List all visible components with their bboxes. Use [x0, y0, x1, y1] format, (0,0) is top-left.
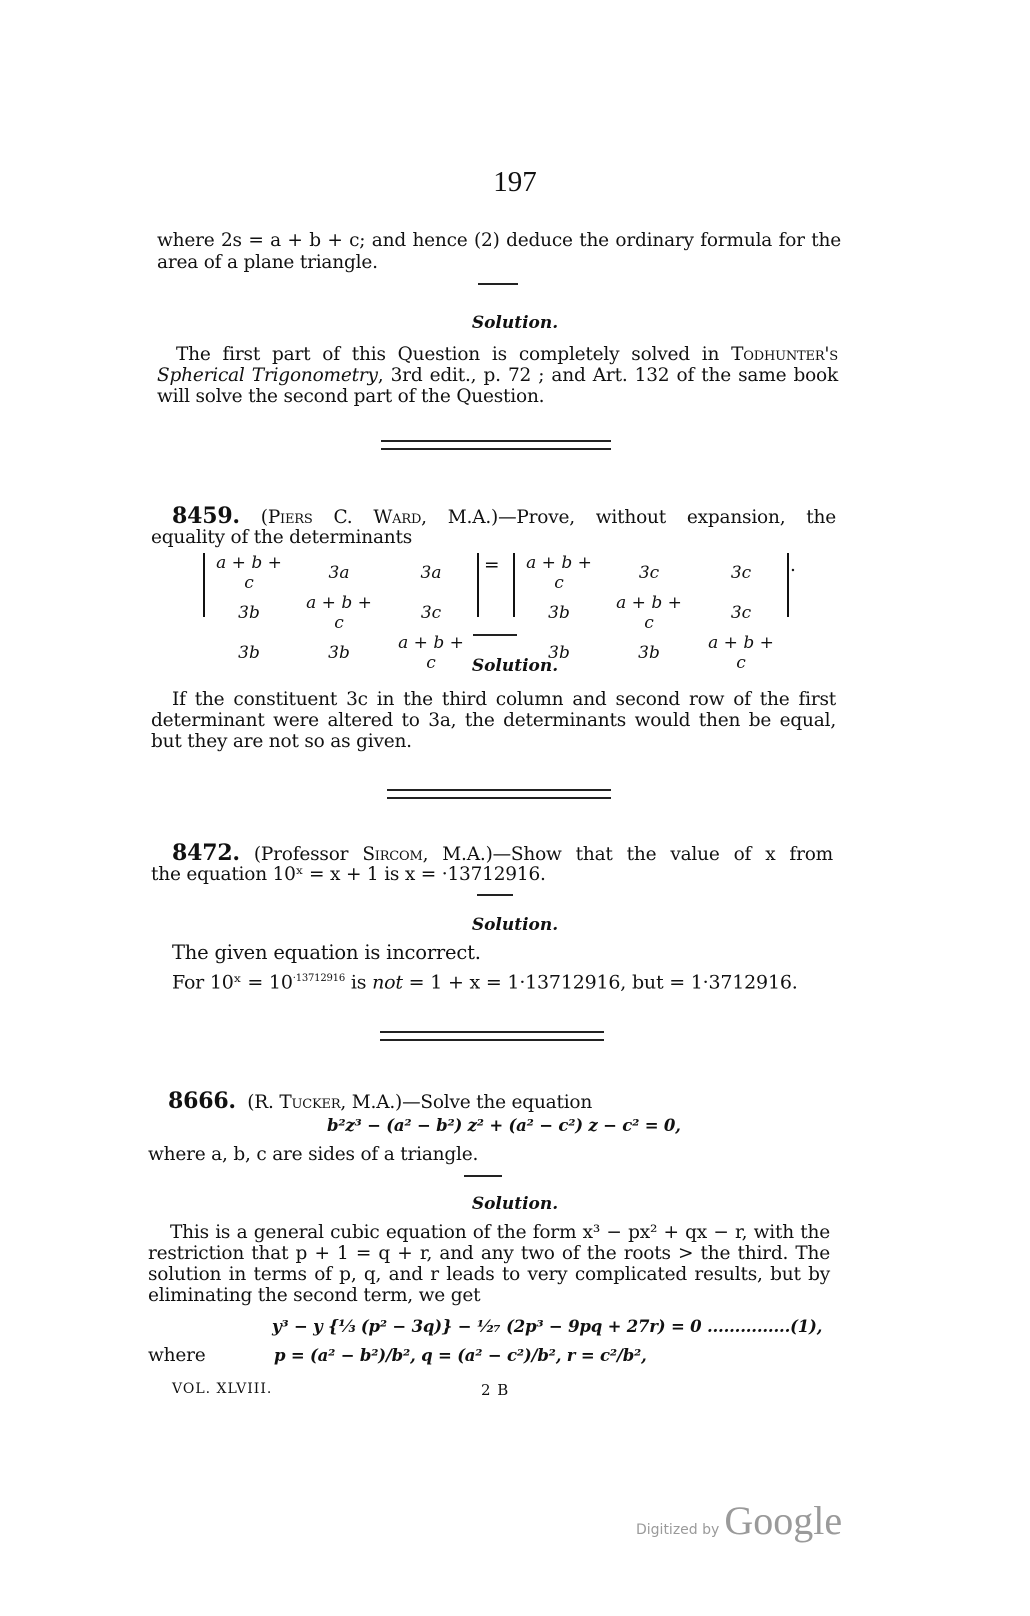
intro-line-2: area of a plane triangle.: [157, 252, 378, 273]
intro-line-1: where 2s = a + b + c; and hence (2) deduce the ordinary formula for the: [157, 230, 841, 251]
signature-mark: 2 B: [481, 1381, 510, 1399]
solution-1-line-1: [176, 344, 838, 365]
determinant-cell: 3c: [638, 563, 660, 583]
determinant-cell: 3a: [420, 563, 442, 583]
short-rule: [477, 894, 513, 896]
q8666-solution-line-1: This is a general cubic equation of the form x³ − px² + qx − r, with the: [170, 1222, 830, 1243]
q8459-solution-line-1: If the constituent 3c in the third column and second row of the first: [172, 689, 836, 710]
q8666-solution-line-2: restriction that p + 1 = q + r, and any two of the roots > the third. The: [148, 1243, 830, 1264]
author-prefix: (Professor: [253, 844, 363, 865]
where-label: where: [148, 1345, 206, 1366]
determinant-left-row: [205, 553, 477, 593]
solution-1-line-2: [157, 365, 838, 386]
q8666-solution-line-3: solution in terms of p, q, and r leads to very complicated results, but by: [148, 1264, 830, 1285]
digitized-watermark: [636, 1497, 842, 1544]
q8472-line-2: the equation 10ˣ = x + 1 is x = ·13712916.: [151, 864, 546, 885]
section-divider: [381, 440, 611, 450]
solution-heading: Solution.: [471, 1194, 559, 1214]
determinant-right: [513, 553, 789, 673]
watermark-prefix: Digitized by: [636, 1522, 720, 1538]
book-title: Spherical Trigonometry: [157, 365, 378, 386]
author-suffix: , M.A.): [422, 844, 493, 865]
q8459-line-2: equality of the determinants: [151, 527, 413, 548]
determinant-cell: a + b + c: [216, 553, 282, 593]
q8459-line-1: [172, 503, 836, 529]
determinant-cell: 3b: [328, 643, 350, 663]
determinant-right-row: [515, 553, 787, 593]
q8666-solution-line-4: eliminating the second term, we get: [148, 1285, 481, 1306]
question-text: —Prove, without expansion, the: [498, 507, 836, 528]
determinant-cell: a + b + c: [616, 593, 682, 633]
solution-1-line-3: will solve the second part of the Question.: [157, 386, 545, 407]
author-name: Sircom: [362, 844, 423, 865]
solution-text: For 10ˣ = 10: [172, 971, 293, 994]
solution-heading: Solution.: [471, 313, 559, 333]
determinant-cell: 3a: [328, 563, 350, 583]
solution-heading: Solution.: [471, 656, 559, 676]
google-logo: Google: [724, 1498, 843, 1543]
determinant-cell: 3b: [548, 603, 570, 623]
determinant-cell: 3c: [730, 563, 752, 583]
determinant-cell: 3c: [730, 603, 752, 623]
q8459-solution-line-2: determinant were altered to 3a, the determinants would then be equal,: [151, 710, 836, 731]
short-rule: [464, 1175, 502, 1177]
equals-sign: =: [484, 555, 500, 576]
determinant-cell: 3b: [238, 603, 260, 623]
author-suffix: , M.A.)—Solve the equation: [340, 1092, 593, 1113]
q8472-solution-line-1: The given equation is incorrect.: [172, 941, 481, 964]
q8472-solution-line-2: [172, 968, 798, 993]
q8666-equation: b²z³ − (a² − b²) z² + (a² − c²) z − c² = 0,: [327, 1116, 681, 1135]
determinant-cell: 3b: [638, 643, 660, 663]
solution-1-ref: , 3rd edit., p. 72 ; and Art. 132 of the same book: [377, 365, 839, 386]
question-number: 8459.: [172, 503, 240, 529]
question-number: 8666.: [168, 1088, 236, 1114]
q8666-equation-1: y³ − y {⅓ (p² − 3q)} − ¹⁄₂₇ (2p³ − 9pq + 27r) = 0 ...............(1),: [272, 1317, 823, 1336]
short-rule: [478, 283, 518, 285]
determinant-cell: a + b + c: [306, 593, 372, 633]
author-name: Tucker: [279, 1092, 341, 1113]
end-period: .: [790, 555, 796, 576]
determinant-cell: 3c: [420, 603, 442, 623]
question-number: 8472.: [172, 840, 240, 866]
solution-text: is: [345, 971, 373, 994]
solution-heading: Solution.: [471, 915, 559, 935]
exponent: ·13712916: [292, 973, 345, 984]
q8459-solution-line-3: but they are not so as given.: [151, 731, 412, 752]
emphasis-not: not: [372, 971, 403, 994]
author-todhunter: Todhunter's: [731, 344, 838, 365]
author-prefix: (R.: [247, 1092, 280, 1113]
determinant-cell: 3b: [548, 643, 570, 663]
solution-1-text: The first part of this Question is completely solved in: [176, 344, 732, 365]
q8472-line-1: [172, 840, 833, 866]
determinant-cell: a + b + c: [526, 553, 592, 593]
solution-text: = 1 + x = 1·13712916, but = 1·3712916.: [402, 971, 798, 994]
determinant-cell: a + b + c: [708, 633, 774, 673]
section-divider: [387, 789, 611, 799]
determinant-cell: a + b + c: [398, 633, 464, 673]
q8666-line-1: [168, 1088, 593, 1114]
section-divider: [380, 1031, 604, 1041]
determinant-left: [203, 553, 479, 673]
determinant-cell: 3b: [238, 643, 260, 663]
determinant-left-row: [205, 593, 477, 633]
determinant-right-row: [515, 593, 787, 633]
q8666-definitions: p = (a² − b²)/b², q = (a² − c²)/b², r = c²/b²,: [274, 1346, 647, 1365]
volume-label: VOL. XLVIII.: [172, 1381, 273, 1397]
page-number: 197: [493, 166, 537, 198]
short-rule: [473, 634, 517, 636]
question-text: —Show that the value of x from: [492, 844, 833, 865]
question-author: (Piers C. Ward, M.A.): [260, 507, 499, 528]
q8666-line-3: where a, b, c are sides of a triangle.: [148, 1144, 479, 1165]
